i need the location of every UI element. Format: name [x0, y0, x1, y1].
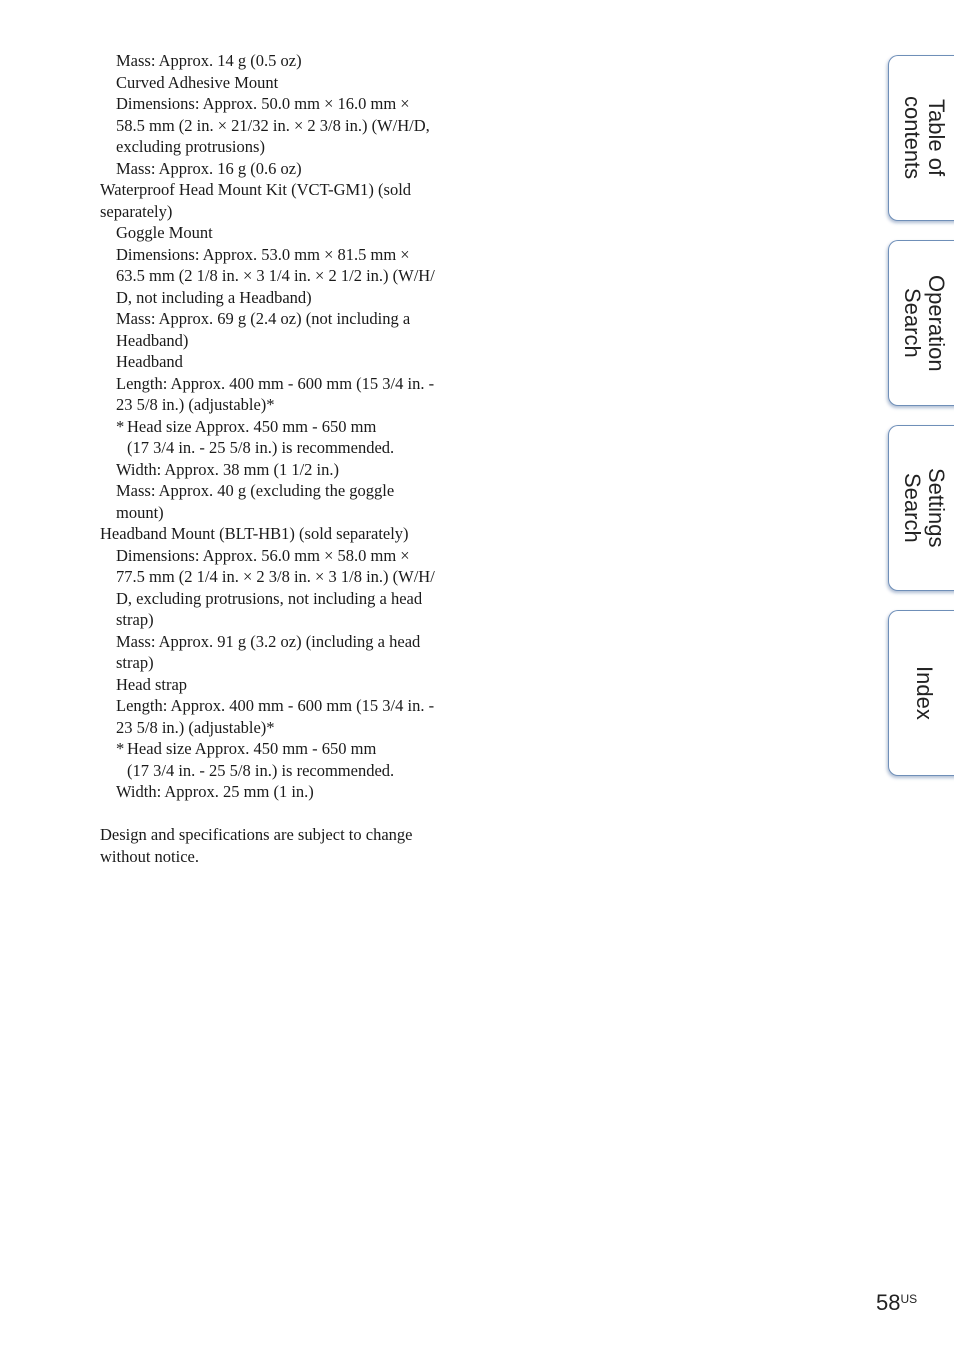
text-line: (17 3/4 in. - 25 5/8 in.) is recommended. — [127, 760, 395, 780]
text-line: Length: Approx. 400 mm - 600 mm (15 3/4 in. - — [116, 696, 435, 715]
text-line: excluding protrusions) — [116, 137, 265, 156]
footnote-line — [0, 738, 470, 760]
text-line: Dimensions: Approx. 53.0 mm × 81.5 mm × — [116, 244, 410, 264]
footnote-marker: * — [116, 739, 125, 758]
text-line: Headband — [116, 352, 183, 371]
text-line: Width: Approx. 25 mm (1 in.) — [116, 782, 314, 801]
text-line: Mass: Approx. 14 g (0.5 oz) — [116, 51, 302, 70]
text-line: Headband Mount (BLT-HB1) (sold separately) — [100, 524, 409, 543]
tab-operation-search-label: Operation Search — [900, 274, 949, 372]
text-line: Headband) — [116, 330, 189, 350]
footnote-text: Head size Approx. 450 mm - 650 mm — [127, 416, 377, 436]
text-line: Dimensions: Approx. 56.0 mm × 58.0 mm × — [116, 545, 410, 565]
spec-text — [0, 50, 470, 867]
tab-operation-search[interactable] — [888, 240, 954, 406]
tab-table-of-contents[interactable] — [888, 55, 954, 221]
text-line: Width: Approx. 38 mm (1 1/2 in.) — [116, 459, 339, 479]
text-line: 23 5/8 in.) (adjustable)* — [116, 717, 275, 737]
text-line: D, excluding protrusions, not including a head — [116, 588, 423, 608]
text-line: Length: Approx. 400 mm - 600 mm (15 3/4 in. - — [116, 373, 435, 393]
text-line: mount) — [116, 502, 164, 522]
tab-settings-search[interactable] — [888, 425, 954, 591]
text-line: 58.5 mm (2 in. × 21/32 in. × 2 3/8 in.) (W/H/D, — [116, 115, 430, 135]
page-number-value: 58 — [876, 1290, 901, 1315]
blank-line — [0, 803, 470, 825]
text-line: Waterproof Head Mount Kit (VCT-GM1) (sold — [100, 180, 412, 199]
text-line: Mass: Approx. 69 g (2.4 oz) (not including a — [116, 309, 411, 328]
tab-settings-search-label: Settings Search — [900, 468, 949, 548]
tab-index-label: Index — [912, 666, 937, 720]
text-line: D, not including a Headband) — [116, 287, 312, 307]
text-line: Mass: Approx. 16 g (0.6 oz) — [116, 158, 302, 178]
tab-index[interactable] — [888, 610, 954, 776]
text-line: (17 3/4 in. - 25 5/8 in.) is recommended. — [127, 438, 395, 457]
page-number — [876, 1290, 917, 1316]
text-line: 77.5 mm (2 1/4 in. × 2 3/8 in. × 3 1/8 in.) (W/H/ — [116, 567, 435, 586]
text-line: Mass: Approx. 91 g (3.2 oz) (including a head — [116, 631, 421, 651]
text-line: strap) — [116, 653, 154, 672]
footnote-marker: * — [116, 416, 125, 436]
text-line: strap) — [116, 610, 154, 629]
text-line: separately) — [100, 201, 173, 221]
text-line: without notice. — [100, 846, 199, 866]
text-line: Dimensions: Approx. 50.0 mm × 16.0 mm × — [116, 94, 410, 113]
tab-table-of-contents-label: Table of contents — [900, 96, 949, 180]
text-line: 63.5 mm (2 1/8 in. × 3 1/4 in. × 2 1/2 in.) (W/H/ — [116, 266, 435, 285]
text-line: Curved Adhesive Mount — [116, 72, 279, 92]
text-line: Mass: Approx. 40 g (excluding the goggle — [116, 481, 395, 500]
text-line: Goggle Mount — [116, 223, 213, 242]
text-line: Head strap — [116, 674, 188, 694]
footnote-line — [0, 416, 470, 438]
text-line: 23 5/8 in.) (adjustable)* — [116, 395, 275, 414]
text-line: Design and specifications are subject to change — [100, 825, 413, 844]
footnote-text: Head size Approx. 450 mm - 650 mm — [127, 739, 377, 758]
page-number-suffix: US — [900, 1292, 918, 1306]
